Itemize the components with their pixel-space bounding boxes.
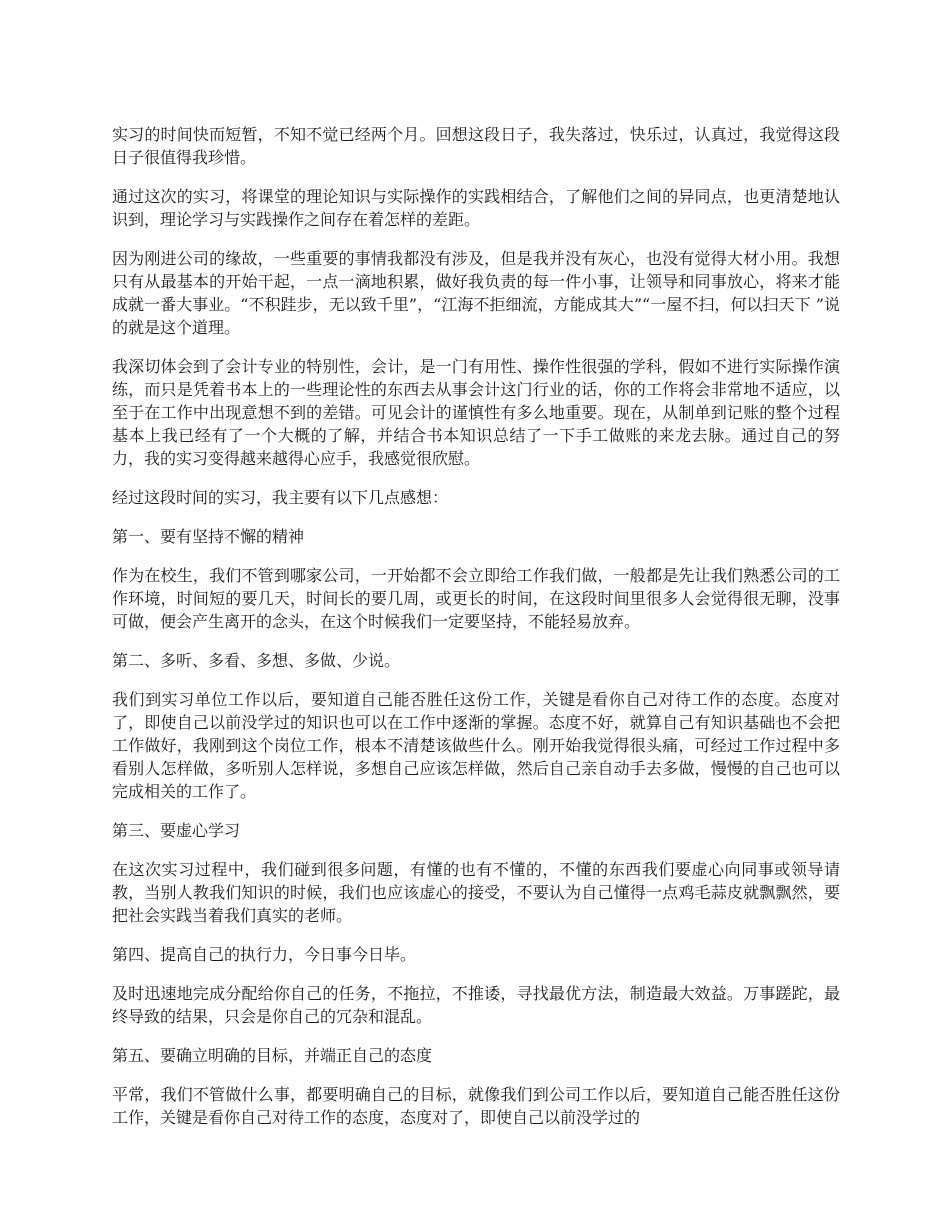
section-heading-3: 第三、要虚心学习 bbox=[112, 821, 241, 840]
paragraph-attitude: 因为刚进公司的缘故，一些重要的事情我都没有涉及，但是我并没有灰心，也没有觉得大材小用。我想只有从最基本的开始干起，一点一滴地积累，做好我负责的每一件小事，让领导和同事放心，将来才能成就一番大事业。“不积跬步，无以致千里”，“江海不拒细流，方能成其大”“一屋不扫，何以扫天下 ”说的就是这个道理。 bbox=[112, 249, 840, 337]
paragraph-accounting: 我深切体会到了会计专业的特别性，会计，是一门有用性、操作性很强的学科，假如不进行实际操作演练，而只是凭着书本上的一些理论性的东西去从事会计这门行业的话，你的工作将会非常地不适应，以至于在工作中出现意想不到的差错。可见会计的谨慎性有多么地重要。现在，从制单到记账的整个过程基本上我已经有了一个大概的了解，并结合书本知识总结了一下手工做账的来龙去脉。通过自己的努力，我的实习变得越来越得心应手，我感觉很欣慰。 bbox=[112, 357, 840, 468]
document-body bbox=[112, 123, 840, 1145]
paragraph-persistence: 作为在校生，我们不管到哪家公司，一开始都不会立即给工作我们做，一般都是先让我们熟悉公司的工作环境，时间短的要几天，时间长的要几周，或更长的时间，在这段时间里很多人会觉得很无聊，没事可做，便会产生离开的念头，在这个时候我们一定要坚持，不能轻易放弃。 bbox=[112, 566, 840, 631]
section-heading-1: 第一、要有坚持不懈的精神 bbox=[112, 527, 305, 546]
paragraph-summary-lead: 经过这段时间的实习，我主要有以下几点感想： bbox=[112, 488, 449, 507]
paragraph-execution: 及时迅速地完成分配给你自己的任务，不拖拉，不推诿，寻找最优方法，制造最大效益。万事蹉跎，最终导致的结果，只会是你自己的冗杂和混乱。 bbox=[112, 984, 840, 1026]
section-heading-4: 第四、提高自己的执行力，今日事今日毕。 bbox=[112, 945, 417, 964]
section-heading-2: 第二、多听、多看、多想、多做、少说。 bbox=[112, 651, 401, 670]
section-heading-5: 第五、要确立明确的目标，并端正自己的态度 bbox=[112, 1046, 433, 1065]
paragraph-goals: 平常，我们不管做什么事，都要明确自己的目标，就像我们到公司工作以后，要知道自己能否胜任这份工作，关键是看你自己对待工作的态度，态度对了，即使自己以前没学过的 bbox=[112, 1085, 840, 1127]
paragraph-practice: 通过这次的实习，将课堂的理论知识与实际操作的实践相结合，了解他们之间的异同点，也更清楚地认识到，理论学习与实践操作之间存在着怎样的差距。 bbox=[112, 187, 840, 229]
paragraph-humble-learning: 在这次实习过程中，我们碰到很多问题，有懂的也有不懂的，不懂的东西我们要虚心向同事或领导请教，当别人教我们知识的时候，我们也应该虚心的接受，不要认为自己懂得一点鸡毛蒜皮就飘飘然，要把社会实践当着我们真实的老师。 bbox=[112, 860, 840, 925]
paragraph-intro: 实习的时间快而短暂，不知不觉已经两个月。回想这段日子，我失落过，快乐过，认真过，我觉得这段日子很值得我珍惜。 bbox=[112, 125, 840, 167]
paragraph-listen-watch: 我们到实习单位工作以后，要知道自己能否胜任这份工作，关键是看你自己对待工作的态度。态度对了，即使自己以前没学过的知识也可以在工作中逐渐的掌握。态度不好，就算自己有知识基础也不会把工作做好，我刚到这个岗位工作，根本不清楚该做些什么。刚开始我觉得很头痛，可经过工作过程中多看别人怎样做，多听别人怎样说，多想自己应该怎样做，然后自己亲自动手去多做，慢慢的自己也可以完成相关的工作了。 bbox=[112, 690, 840, 801]
